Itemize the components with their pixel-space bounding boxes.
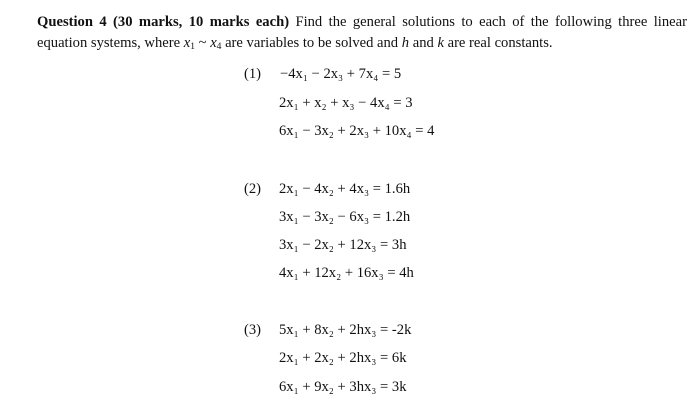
var-x1: x <box>183 35 191 51</box>
system-1-label: (1) <box>244 66 262 82</box>
var-x1-sub: 1 <box>190 42 195 52</box>
system-3-equation-2: 2x₁ + 2x₂ + 2hx₃ = 6k <box>279 350 407 366</box>
system-2-equation-1: 2x₁ − 4x₂ + 4x₃ = 1.6h <box>279 181 411 197</box>
system-2-equation-4: 4x₁ + 12x₂ + 16x₃ = 4h <box>279 265 414 281</box>
question-text-part-5: are real constants. <box>447 35 553 51</box>
question-heading: Question 4 (30 marks, 10 marks each) <box>37 14 290 30</box>
question-text-part-4: and <box>412 35 434 51</box>
question-text-part-3: are variables to be solved and <box>225 35 399 51</box>
system-3-equation-3: 6x₁ + 9x₂ + 3hx₃ = 3k <box>279 379 407 395</box>
question-text-part-2: equation systems, where <box>37 35 181 51</box>
const-k: k <box>437 35 444 51</box>
var-x4-sub: 4 <box>216 42 222 52</box>
const-h: h <box>401 35 410 51</box>
question-text-part-1: Find the general solutions to each of the following three linear <box>295 14 687 30</box>
question-line-2 <box>37 33 687 54</box>
system-1-equation-3: 6x₁ − 3x₂ + 2x₃ + 10x₄ = 4 <box>279 123 435 139</box>
system-2-equation-3: 3x₁ − 2x₂ + 12x₃ = 3h <box>279 237 407 253</box>
var-x4: x <box>210 35 217 51</box>
system-1-equation-2: 2x₁ + x₂ + x₃ − 4x₄ = 3 <box>279 95 413 111</box>
system-3-equation-1: 5x₁ + 8x₂ + 2hx₃ = -2k <box>279 322 412 338</box>
question-line-1 <box>37 12 687 33</box>
question-text <box>37 12 687 54</box>
system-2-label: (2) <box>244 181 262 197</box>
system-2-equation-2: 3x₁ − 3x₂ − 6x₃ = 1.2h <box>279 209 411 225</box>
tilde: ~ <box>198 35 207 51</box>
system-3-label: (3) <box>244 322 262 338</box>
system-1-equation-1: −4x₁ − 2x₃ + 7x₄ = 5 <box>280 66 402 82</box>
